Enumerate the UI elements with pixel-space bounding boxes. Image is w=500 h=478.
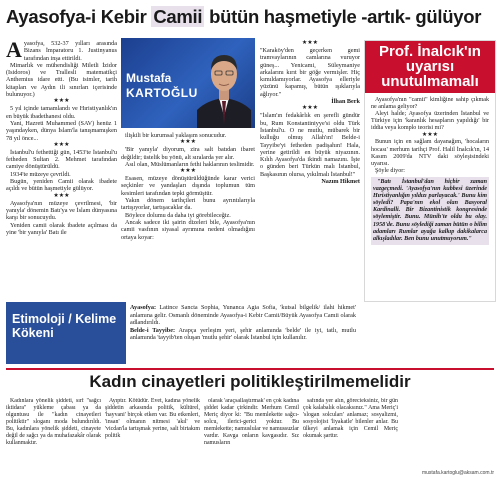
- author-photo: [197, 44, 251, 128]
- bottom-text-2: Ayıptır. Kötüdür. Evet, kadına yönelik şiddetin arkasında politik, kültürel, 'hayvani' birçok etken var. Bu etkenleri, 'insan' olmanın nitmesi 'akıl' ve 'vicdan'la tartışmak yerine, salt birtakım politik: [105, 398, 200, 439]
- separator-stars: ★★★: [179, 168, 197, 175]
- col2-p1: ilişkili bir kurumsal yaklaşım sonucudur.: [125, 132, 227, 139]
- etymology-term: Belde-i Tayyibe:: [130, 326, 176, 334]
- author-last-name: KARTOĞLU: [126, 86, 198, 100]
- etymology-text: [130, 304, 356, 364]
- bottom-column-5: [402, 398, 494, 468]
- sidebar-title: Prof. İnalcık'ın uyarısı unutulmamalı: [365, 41, 495, 93]
- separator-stars: ★★★: [53, 192, 70, 199]
- article-column-1: [6, 40, 117, 294]
- section-divider: [6, 368, 494, 370]
- poem-hikmet: "İslam'ın fedakârlık en şerefli gündür bu, Rum Konstantiniyye'si oldu Türk İstanbul'u. O ne mutlu, mübarek bir kulluğu olmuş Allah'ın! Belde-i Tayyibe'yi fetheden padişahın! Hala, yerine getirildi en büyük niyazının. Kılıh Ayasofya'da ikindi namazını. İşte o günden beri Türkün malı İstanbul, Başkasının olursa, yıkılmalı İstanbul!": [260, 112, 360, 178]
- etymology-def: Arapça yerleşim yeri, şehir anlamında 'belde' ile iyi, tatlı, mutlu anlamında 'tayyib'ten oluşan 'mutlu şehir' olarak İstanbul için kullanılır.: [130, 326, 356, 342]
- col2-p6: Böylece dolumu da daha iyi görebileceğiz.: [125, 211, 231, 219]
- col1-p1: yasofya, 532-37 yılları arasında Bizans İmparatoru 1. Justinyanus tarafından inşa ettirildi.: [23, 40, 117, 62]
- col2-p7: Ancak sadece iki şairin dizeleri bile, Ayasofya'nın camii vasfının siyasal ayrımına nedeni olmadığını ortaya koyar:: [121, 218, 255, 241]
- col2-p2: 'Bir yanıyla' diyorum, zira salt batıdan ibaret değildir; üstelik bu yönü, alt sıralarda yer alır.: [121, 146, 255, 161]
- sidebar-p2: Aleyi halde; Ayasofya üzerinden İstanbul ve Türkiye için 'karanlık hesapların yapıldığı' bir iddia veya komplo teorisi mi?: [371, 111, 489, 132]
- headline: [6, 4, 494, 30]
- separator-stars: ★★★: [421, 132, 439, 139]
- headline-pre: Ayasofya-i Kebir: [6, 6, 152, 27]
- sidebar-body: [365, 93, 495, 245]
- etymology-label: Etimoloji / Kelime Kökeni: [6, 302, 126, 364]
- bottom-text-4: safında yer alın, görecieksiniz, bir gün çok kalabalık olacaksınız." Ama Meriç'i 'slogan solcuları' anlamaz; sosyalizmi, sosyolojist 'liyakatle' bilenler anlar. Bu ülkeyi anlamak için Cemil Meriç okumak şarttır.: [303, 398, 398, 439]
- sidebar-box: [364, 40, 496, 302]
- sidebar-p4: Şöyle diyor:: [375, 167, 405, 174]
- bottom-column-4: [303, 398, 398, 468]
- bottom-text-3: olarak 'araçsallaştırmak' en çok kadına şiddet kadar çirkindir. Merhum Cemil Meriç diyor ki: "Bu memlekette sağcı-solcu, ilerici-gerici yoktur. Bu memlekette; namuslular ve namussuzlar vardır. Kavga onların kavgasıdır. Sız namusların: [204, 398, 299, 446]
- col1-p4: Yani, Hazreti Muhammed (SAV) henüz 1 yaşındayken, dünya İslam'la tanışmamışken 78 yıl önce...: [6, 119, 117, 142]
- etymology-term: Ayasofya:: [130, 304, 157, 311]
- dropcap: A: [6, 40, 22, 62]
- poem-berk: "Karaköy'den geçerken gemi tramvaylarının camlarına vuruyor güneş... Yenicami, Süleymaniye arkalarını kırıt bir göğe vermişler. Hiç kımıldamıyorlar. Ayasofya elleriyle yüzünü kapamış, bütün ışıklarıyla ağlıyor.": [260, 47, 360, 98]
- col1-p6: 1934'te müzeye çevrildi.: [10, 170, 71, 178]
- poem-author-hikmet: Nazım Hikmet: [321, 178, 360, 186]
- col1-p2: Mimarlık ve mühendisliği Miletli İzidor (Isidoros) ve Trallesli matematikçi Anthemius idare etti. (Bu isimler, tarih kitapları ve Aydın ili sınırları içerisinde bulunuyor.): [6, 61, 117, 99]
- col1-p5: İstanbul'u fethettiği gün, 1453'te İstanbul'u fetheden Sultan 2. Mehmet tarafından camiye dönüştürüldü.: [6, 148, 117, 171]
- bottom-column-3: [204, 398, 299, 468]
- sidebar-quote: "Batı İstanbul'dan hiçbir zaman vazgeçmedi. 'Ayasofya'nın kubbesi üzerinde Hıristiyanlığın yıldızı parlayacak.' Bunu kim söyledi? Papa'nın ekol olan Basyoral Kardinalli. Bir Bizantinistik kongresinde söylemiştir. Bunu. Münih'te oldu bu olay. 1958'de. Bunu söylediği zaman bütün o bilim adamları Rumlar ayağa kalkıp dakikalarca alkışladılar. Ben bunu unutmuyorum.": [371, 177, 489, 245]
- separator-stars: ★★★: [179, 139, 197, 146]
- author-first-name: Mustafa: [126, 71, 172, 85]
- col2-p3: Asıl olan, Müslümanların fethi haklarının teslimidir.: [125, 160, 255, 168]
- col1-p8: Ayasofya'nın müzeye çevrilmesi, 'bir yanıyla' dönemin Batı'ya ve İslam dünyasına karşı bir sonucuydu.: [6, 199, 117, 222]
- bottom-column-1: [6, 398, 101, 468]
- etymology-def: Latince Sancta Sophia, Yunanca Agia Sofia, 'kutsal bilgelik/ ilahi hikmet' anlamına gelir. Osmanlı döneminde Ayasofya-i Kebir Camii/Büyük Ayasofya Camii olarak adlandırıldı.: [130, 304, 356, 327]
- col1-p3: 5 yıl içinde tamamlandı ve Hıristiyanlık'ın en büyük ibadethanesi oldu.: [6, 105, 117, 120]
- author-email: mustafa.kartoglu@aksam.com.tr: [421, 470, 494, 476]
- article-column-2: [121, 132, 255, 294]
- poem-author-berk: İlhan Berk: [331, 98, 360, 106]
- headline-post: bütün haşmetiyle -artık- gülüyor: [204, 6, 482, 27]
- etymology-belde: [130, 327, 356, 342]
- author-box: [121, 38, 255, 128]
- headline-highlight: Camii: [153, 6, 203, 27]
- sidebar-p3: Bunun için en sağlam dayanağım, 'hocaların hocası' merhum tarihçi Prof. Halil İnalcık'ın, 14 Kasım 2009'da NTV daki söyleşisindeki uyarısı.: [371, 139, 489, 167]
- bottom-column-2: [105, 398, 200, 468]
- col1-p7: Bugün, yeniden Camii olarak ibadete açıldı ve bütün haşmetiyle gülüyor.: [6, 178, 117, 193]
- sidebar-p1: Ayasofya'nın "camii" kimliğine sahip çıkmak ne anlama geliyor?: [371, 97, 489, 111]
- separator-stars: ★★★: [301, 40, 319, 46]
- col2-p4: Esasen, müzeye dönüştürüldüğünde karar verici seçkinler ve yandaşları dışında toplumun tüm kesimleri tarafından tepki görmüştür.: [121, 175, 255, 197]
- separator-stars: ★★★: [53, 141, 70, 148]
- article-column-3: [260, 40, 360, 294]
- col2-p5: Yakın dönem tarihçileri bunu ayrıntılarıyla tartışıyorlar, tartışacaklar da.: [121, 197, 255, 212]
- bottom-text-1: Kadınlara yönelik şiddeti, sırf "sağcı iktidara" yükleme çabası ya da olguntusu ile "kadın cinayetleri politiktir" sloganı moda bulundırıldı. Bu, kadınlara yönelik şiddeti, cinayete değil de sağcı ya da muhafazakâr olarak kullanmaktır.: [6, 398, 101, 446]
- etymology-ayasofya: [130, 304, 356, 327]
- second-headline: Kadın cinayetleri politikleştirilmemelidir: [89, 372, 411, 391]
- separator-stars: ★★★: [301, 105, 319, 112]
- col1-p9: Yeniden camii olarak ibadete açılması da yine 'bir yanıyla' Batı ile: [6, 221, 117, 236]
- separator-stars: ★★★: [53, 98, 70, 105]
